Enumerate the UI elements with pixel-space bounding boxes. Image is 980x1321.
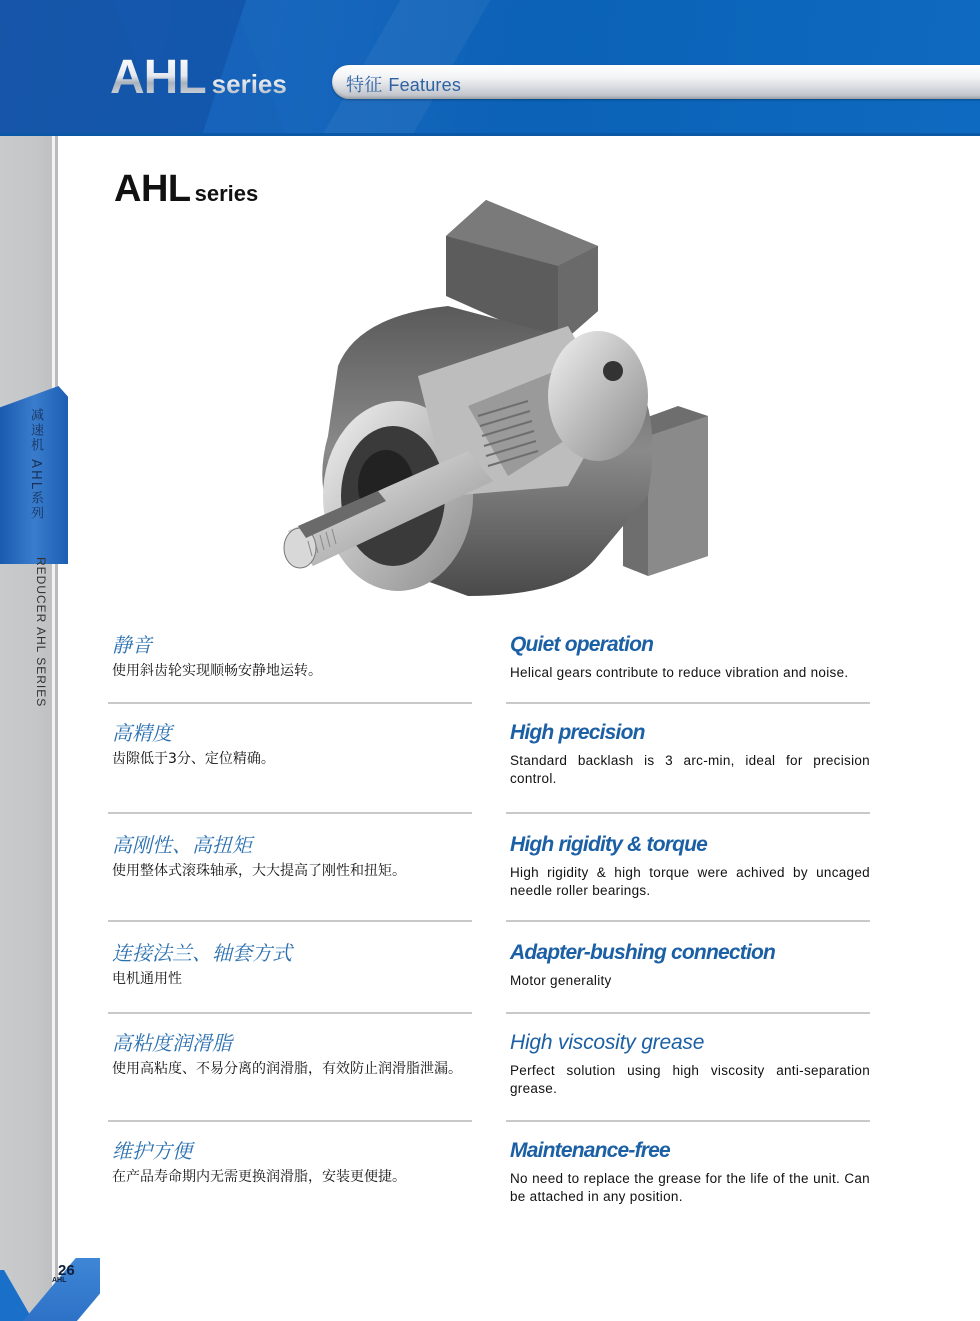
feature-en-title: High viscosity grease	[510, 1031, 705, 1054]
feature-zh-title: 高刚性、高扭矩	[112, 833, 252, 857]
sidebar-chapter-label: 减速机 AHL系列	[28, 408, 43, 522]
header-divider	[0, 133, 980, 136]
feature-zh-body: 使用高粘度、不易分离的润滑脂，有效防止润滑脂泄漏。	[112, 1061, 462, 1077]
feature-zh-body: 在产品寿命期内无需更换润滑脂，安装更便捷。	[112, 1169, 406, 1185]
page-title-main: AHL	[114, 168, 191, 210]
feature-en-title: High precision	[510, 721, 645, 744]
page-title-sub: series	[194, 181, 259, 206]
feature-zh-title: 连接法兰、轴套方式	[112, 941, 292, 965]
feature-zh-quiet	[108, 626, 472, 704]
feature-en-body: Standard backlash is 3 arc-min, ideal for precision control.	[510, 753, 870, 786]
feature-row	[108, 922, 870, 1014]
feature-zh-body: 使用斜齿轮实现顺畅安静地运转。	[112, 663, 322, 679]
feature-zh-adapter	[108, 922, 472, 1014]
feature-en-rigidity	[506, 814, 870, 922]
features-list	[108, 626, 870, 1222]
feature-en-body: Motor generality	[510, 973, 612, 988]
header-brand-main: AHL	[110, 51, 206, 104]
section-title	[346, 71, 461, 97]
feature-en-title: Quiet operation	[510, 633, 654, 656]
sidebar-rule	[55, 136, 58, 1321]
gear-reducer-illustration	[268, 196, 718, 606]
feature-zh-precision	[108, 704, 472, 814]
section-title-zh: 特征	[346, 75, 383, 95]
page-corner-decoration	[0, 1250, 100, 1321]
feature-en-adapter	[506, 922, 870, 1014]
feature-row	[108, 1014, 870, 1122]
page-number: 26	[58, 1262, 75, 1279]
feature-en-title: Maintenance-free	[510, 1139, 670, 1162]
feature-en-maintenance	[506, 1122, 870, 1222]
feature-zh-title: 高精度	[112, 721, 172, 745]
feature-en-body: Helical gears contribute to reduce vibration and noise.	[510, 665, 849, 680]
sidebar-panel	[0, 136, 52, 1321]
feature-zh-body: 电机通用性	[112, 971, 182, 987]
page-title	[114, 168, 258, 211]
feature-row	[108, 704, 870, 814]
feature-en-body: No need to replace the grease for the life of the unit. Can be attached in any position.	[510, 1171, 870, 1204]
feature-row	[108, 814, 870, 922]
feature-zh-body: 使用整体式滚珠轴承，大大提高了刚性和扭矩。	[112, 863, 406, 879]
feature-zh-title: 高粘度润滑脂	[112, 1031, 232, 1055]
feature-row	[108, 626, 870, 704]
feature-en-quiet	[506, 626, 870, 704]
feature-zh-maintenance	[108, 1122, 472, 1222]
feature-zh-title: 静音	[112, 633, 152, 657]
feature-zh-grease	[108, 1014, 472, 1122]
feature-zh-body: 齿隙低于3分、定位精确。	[112, 751, 275, 767]
section-title-bar	[332, 65, 980, 99]
sidebar-series-label: REDUCER AHL SERIES	[34, 557, 48, 708]
product-image	[268, 196, 718, 606]
feature-en-body: Perfect solution using high viscosity anti-separation grease.	[510, 1063, 870, 1096]
feature-zh-title: 维护方便	[112, 1139, 192, 1163]
feature-row	[108, 1122, 870, 1222]
section-title-en: Features	[388, 75, 462, 95]
header-banner	[0, 0, 980, 136]
header-brand	[110, 51, 287, 104]
feature-en-title: High rigidity & torque	[510, 833, 708, 856]
feature-en-body: High rigidity & high torque were achived by uncaged needle roller bearings.	[510, 865, 870, 898]
page-tag: AHL	[52, 1277, 67, 1284]
feature-en-precision	[506, 704, 870, 814]
header-brand-sub: series	[211, 69, 287, 99]
feature-en-title: Adapter-bushing connection	[510, 941, 776, 964]
feature-en-grease	[506, 1014, 870, 1122]
feature-zh-rigidity	[108, 814, 472, 922]
